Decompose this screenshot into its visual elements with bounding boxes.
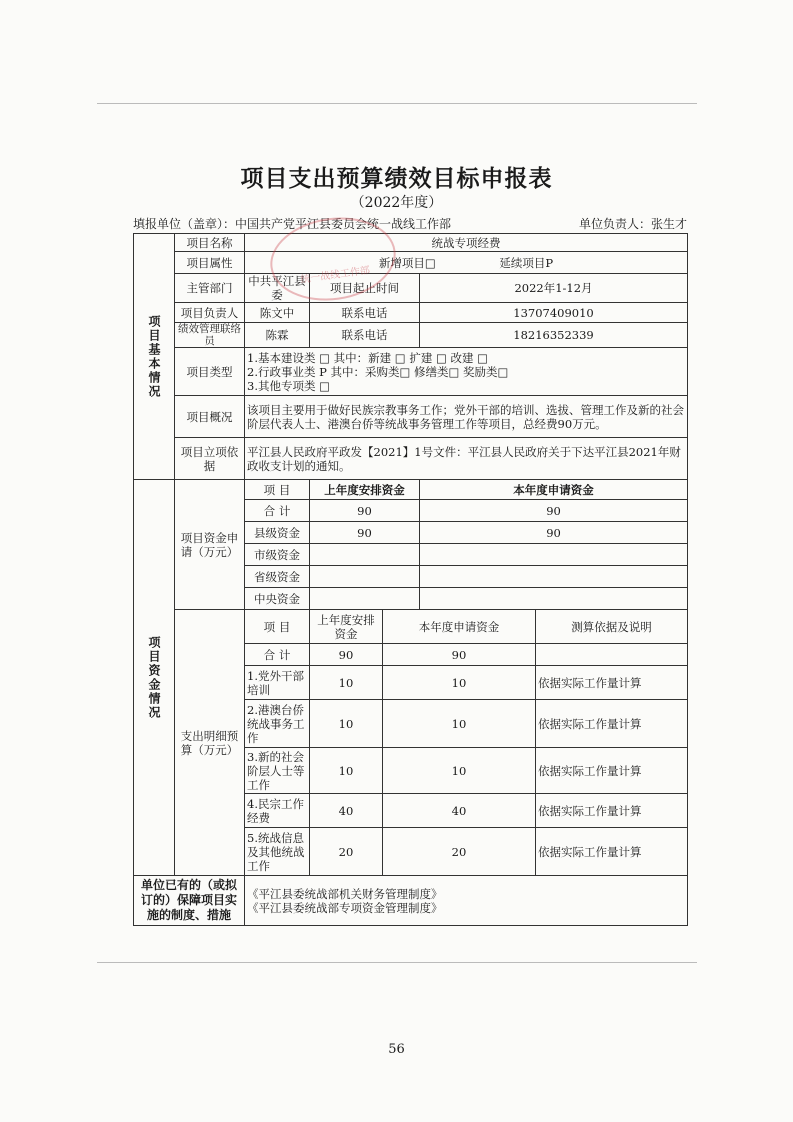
overview-value: 该项目主要用于做好民族宗教事务工作；党外干部的培训、选拔、管理工作及新的社会阶层代表人士、港澳台侨等统战事务管理工作等项目，总经费90万元。 — [245, 396, 688, 438]
detail-row-name: 2.港澳台侨统战事务工作 — [245, 700, 310, 748]
page-year: （2022年度） — [350, 195, 443, 211]
leader-tel-label: 联系电话 — [310, 303, 420, 323]
detail-header-basis: 测算依据及说明 — [536, 610, 688, 644]
detail-row-name: 4.民宗工作经费 — [245, 794, 310, 828]
detail-row-basis: 依据实际工作量计算 — [536, 794, 688, 828]
detail-row-this: 10 — [383, 666, 536, 700]
detail-row-basis — [536, 644, 688, 666]
type-line-2: 2.行政事业类 P 其中：采购类□ 修缮类□ 奖励类□ — [247, 364, 509, 379]
detail-row-last: 90 — [310, 644, 383, 666]
apply-header-this: 本年度申请资金 — [420, 480, 688, 500]
detail-header-last: 上年度安排资金 — [310, 610, 383, 644]
apply-row-name: 合 计 — [245, 500, 310, 522]
detail-row-last: 10 — [310, 700, 383, 748]
type-line-3: 3.其他专项类 □ — [247, 378, 330, 393]
detail-row-this: 40 — [383, 794, 536, 828]
apply-row-name: 市级资金 — [245, 544, 310, 566]
section-basic-info: 项目基本情况 — [134, 234, 175, 480]
leader-tel-value: 13707409010 — [420, 303, 688, 323]
detail-row-last: 10 — [310, 748, 383, 794]
apply-row-last: 90 — [310, 522, 420, 544]
dept-label: 主管部门 — [175, 274, 245, 303]
detail-row-name: 3.新的社会阶层人士等工作 — [245, 748, 310, 794]
detail-row-basis: 依据实际工作量计算 — [536, 828, 688, 876]
apply-header-last: 上年度安排资金 — [310, 480, 420, 500]
dept-value: 中共平江县委 — [245, 274, 310, 303]
page-number: 56 — [388, 1042, 405, 1057]
detail-row-basis: 依据实际工作量计算 — [536, 748, 688, 794]
funds-apply-label: 项目资金申请（万元） — [175, 480, 245, 610]
detail-row-name: 1.党外干部培训 — [245, 666, 310, 700]
system-line-2: 《平江县委统战部专项资金管理制度》 — [247, 900, 443, 915]
detail-row-basis: 依据实际工作量计算 — [536, 700, 688, 748]
budget-form-table — [133, 233, 688, 926]
type-line-1: 1.基本建设类 □ 其中：新建 □ 扩建 □ 改建 □ — [247, 350, 489, 365]
detail-row-last: 20 — [310, 828, 383, 876]
apply-row-last — [310, 588, 420, 610]
apply-row-name: 中央资金 — [245, 588, 310, 610]
detail-row-basis: 依据实际工作量计算 — [536, 666, 688, 700]
project-type-value — [245, 348, 688, 396]
perf-tel-label: 联系电话 — [310, 323, 420, 348]
detail-row-this: 10 — [383, 748, 536, 794]
apply-row-last — [310, 566, 420, 588]
system-label: 单位已有的（或拟订的）保障项目实施的制度、措施 — [134, 876, 245, 926]
project-name-label: 项目名称 — [175, 234, 245, 252]
filling-unit: 填报单位（盖章）：中国共产党平江县委员会统一战线工作部 — [133, 217, 452, 231]
leader-label: 项目负责人 — [175, 303, 245, 323]
apply-row-name: 省级资金 — [245, 566, 310, 588]
detail-row-name: 合 计 — [245, 644, 310, 666]
detail-row-this: 10 — [383, 700, 536, 748]
system-line-1: 《平江县委统战部机关财务管理制度》 — [247, 886, 443, 901]
project-attr-label: 项目属性 — [175, 252, 245, 274]
apply-row-this — [420, 544, 688, 566]
apply-row-this — [420, 566, 688, 588]
apply-row-this — [420, 588, 688, 610]
detail-header-item: 项 目 — [245, 610, 310, 644]
period-label: 项目起止时间 — [310, 274, 420, 303]
page-title: 项目支出预算绩效目标申报表 — [240, 166, 553, 192]
detail-budget-label: 支出明细预算（万元） — [175, 610, 245, 876]
detail-row-this: 20 — [383, 828, 536, 876]
perf-contact-value: 陈霖 — [245, 323, 310, 348]
detail-row-last: 40 — [310, 794, 383, 828]
seal-text: 统一战线工作部 — [299, 265, 371, 286]
apply-row-name: 县级资金 — [245, 522, 310, 544]
project-name-value: 统战专项经费 — [245, 234, 688, 252]
project-type-label: 项目类型 — [175, 348, 245, 396]
attr-new-option: 新增项目□ — [378, 255, 436, 270]
overview-label: 项目概况 — [175, 396, 245, 438]
apply-header-item: 项 目 — [245, 480, 310, 500]
system-value — [245, 876, 688, 926]
detail-row-this: 90 — [383, 644, 536, 666]
apply-row-last — [310, 544, 420, 566]
attr-continue-option: 延续项目P — [499, 255, 554, 270]
section-funds-info: 项目资金情况 — [134, 480, 175, 876]
apply-row-last: 90 — [310, 500, 420, 522]
top-rule — [97, 103, 697, 104]
apply-row-this: 90 — [420, 522, 688, 544]
basis-value: 平江县人民政府平政发【2021】1号文件：平江县人民政府关于下达平江县2021年财政收支计划的通知。 — [245, 438, 688, 480]
detail-header-this: 本年度申请资金 — [383, 610, 536, 644]
bottom-rule — [97, 962, 697, 963]
detail-row-name: 5.统战信息及其他统战工作 — [245, 828, 310, 876]
detail-row-last: 10 — [310, 666, 383, 700]
leader-value: 陈文中 — [245, 303, 310, 323]
unit-leader: 单位负责人：张生才 — [578, 217, 687, 231]
basis-label: 项目立项依据 — [175, 438, 245, 480]
apply-row-this: 90 — [420, 500, 688, 522]
perf-tel-value: 18216352339 — [420, 323, 688, 348]
perf-contact-label: 绩效管理联络员 — [175, 323, 245, 348]
period-value: 2022年1-12月 — [420, 274, 688, 303]
